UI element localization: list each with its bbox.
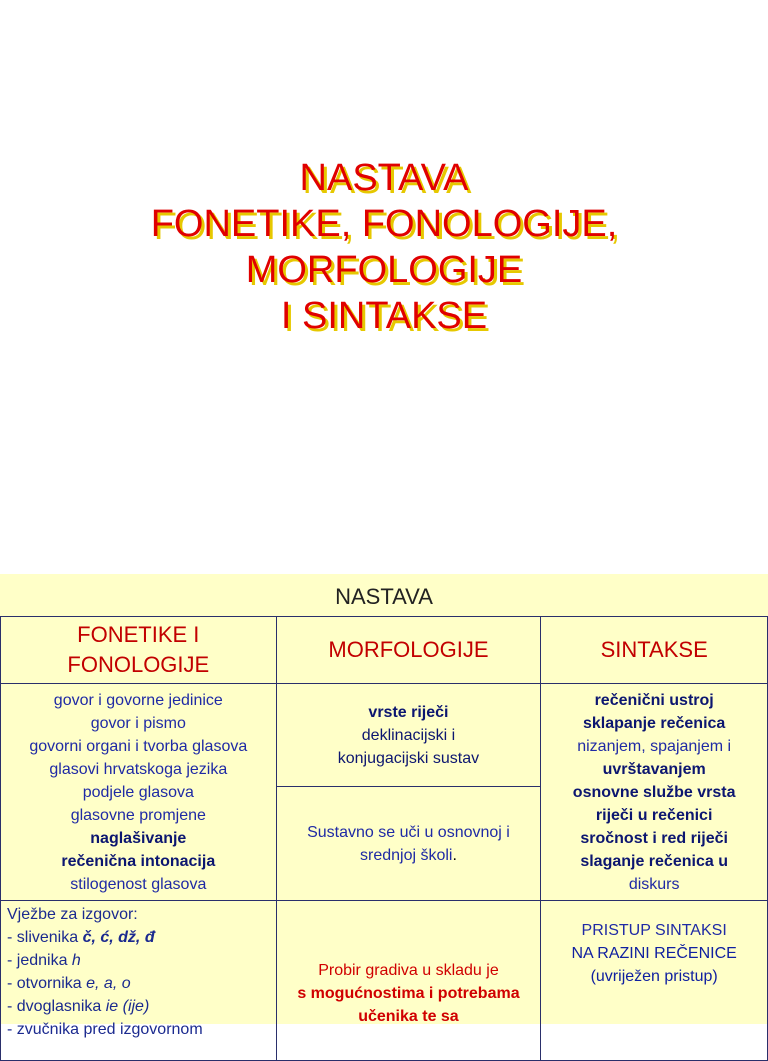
pristup-line: (uvriježen pristup) [590, 968, 718, 985]
fonetika-item: stilogenost glasova [70, 875, 207, 893]
header-row [1, 617, 768, 684]
sintaksa-item: sročnost i red riječi [580, 829, 728, 847]
vjezbe-item-letters: e, a, o [86, 975, 131, 992]
vjezbe-item-label: - slivenika [7, 929, 83, 946]
sintaksa-item: nizanjem, spajanjem i [577, 737, 732, 755]
title-line-2: FONETIKE, FONOLOGIJE, [150, 203, 618, 245]
pristup-line: PRISTUP SINTAKSI [581, 922, 727, 939]
probir-line: Probir gradiva u skladu je [318, 962, 499, 979]
sintaksa-item: riječi u rečenici [595, 806, 713, 824]
nastava-table [0, 616, 768, 1061]
fonetika-item: glasovi hrvatskoga jezika [49, 760, 228, 778]
vjezbe-item-letters: č, ć, dž, đ [82, 929, 155, 946]
column-header-fonetika: FONETIKE I FONOLOGIJE [1, 617, 277, 684]
probir-line: učenika te sa [358, 1008, 459, 1025]
sintaksa-item: osnovne službe vrsta [572, 783, 736, 801]
vjezbe-item-label: - otvornika [7, 975, 87, 992]
vjezbe-item [7, 972, 270, 995]
vjezbe-item [7, 1018, 270, 1041]
vjezbe-item-letters: ie (ije) [105, 998, 150, 1015]
sintaksa-topics-cell [541, 684, 768, 901]
morfologija-note-line: Sustavno se uči u osnovnoj i [307, 823, 510, 841]
pristup-line: NA RAZINI REČENICE [571, 945, 737, 962]
morfologija-note-line: srednjoj školi [359, 846, 453, 864]
vjezbe-item [7, 949, 270, 972]
table-heading: NASTAVA [335, 584, 433, 609]
title-line-1: NASTAVA [299, 157, 469, 199]
sintaksa-item: diskurs [628, 875, 680, 893]
vjezbe-item-label: - zvučnika pred izgovornom [7, 1021, 203, 1038]
slide-title [0, 155, 768, 339]
sintaksa-item: slaganje rečenica u [580, 852, 728, 870]
vjezbe-heading: Vježbe za izgovor: [7, 906, 138, 923]
morfologija-item: konjugacijski sustav [337, 749, 480, 767]
sintaksa-item: sklapanje rečenica [583, 714, 726, 732]
fonetika-topics-cell [1, 684, 277, 901]
fonetika-item: naglašivanje [90, 829, 187, 847]
fonetika-item: govorni organi i tvorba glasova [29, 737, 248, 755]
vjezbe-item-label: - dvoglasnika [7, 998, 106, 1015]
morfologija-note-period: . [452, 846, 457, 864]
column-header-morfologija: MORFOLOGIJE [276, 617, 541, 684]
nastava-table-panel [0, 574, 768, 1038]
fonetika-item: podjele glasova [82, 783, 194, 801]
sintaksa-item: rečenični ustroj [594, 691, 714, 709]
vjezbe-item-letters: h [71, 952, 81, 969]
probir-cell [276, 901, 541, 1061]
morfologija-item: vrste riječi [368, 703, 449, 721]
probir-line: s mogućnostima i potrebama [297, 985, 520, 1002]
morfologija-note-cell [276, 787, 541, 901]
pristup-cell [541, 901, 768, 1061]
column-header-sintaksa: SINTAKSE [541, 617, 768, 684]
morfologija-item: deklinacijski i [361, 726, 456, 744]
vjezbe-item [7, 995, 270, 1018]
vjezbe-item-label: - jednika [7, 952, 72, 969]
sintaksa-item: uvrštavanjem [602, 760, 706, 778]
title-line-3: MORFOLOGIJE [245, 249, 523, 291]
fonetika-item: rečenična intonacija [61, 852, 216, 870]
morfologija-topics-cell [276, 684, 541, 787]
fonetika-item: glasovne promjene [70, 806, 206, 824]
vjezbe-item [7, 926, 270, 949]
fonetika-item: govor i pismo [90, 714, 186, 732]
vjezbe-cell [1, 901, 277, 1061]
title-line-4: I SINTAKSE [280, 295, 488, 337]
fonetika-item: govor i govorne jedinice [53, 691, 223, 709]
